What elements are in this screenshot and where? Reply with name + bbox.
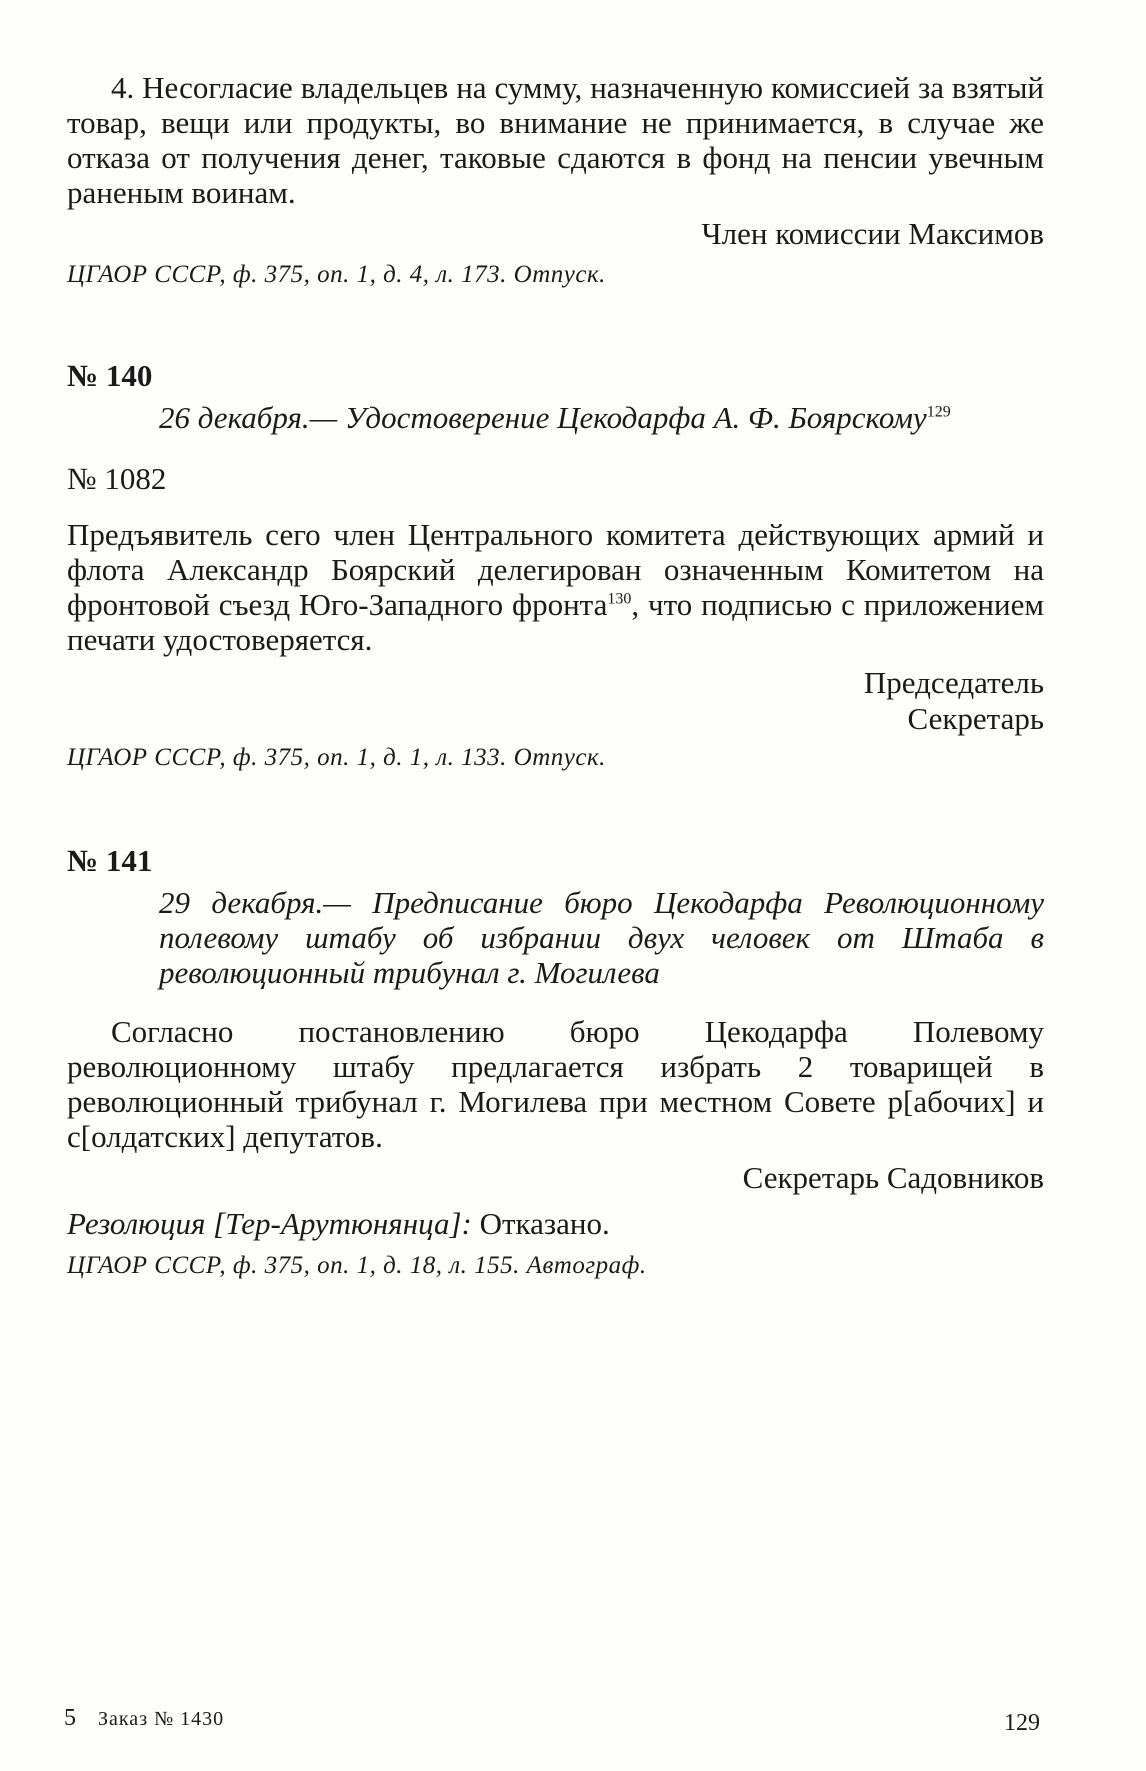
body-text: Предъявитель сего член Центрального комитета действующих армий и флота Александр Боярский делегирован означенным Комитетом на фронтовой съезд Юго-Западного фронта — [67, 517, 1044, 622]
signature-mark: 5 — [64, 1705, 76, 1731]
title-text: 26 декабря.— Удостоверение Цекодарфа А. Ф. Боярскому — [159, 400, 927, 435]
registration-number: № 1082 — [67, 461, 167, 496]
archive-source: ЦГАОР СССР, ф. 375, оп. 1, д. 1, л. 133. Отпуск. — [67, 744, 606, 771]
document-title-141: 29 декабря.— Предписание бюро Цекодарфа Революционному полевому штабу об избрании двух человек от Штаба в революционный трибунал г. Могилева — [159, 885, 1044, 990]
signature-maksimov: Член комиссии Максимов — [701, 216, 1044, 251]
order-number: Заказ № 1430 — [98, 1708, 225, 1730]
signature-secretary: Секретарь — [907, 701, 1044, 736]
archive-source: ЦГАОР СССР, ф. 375, оп. 1, д. 4, л. 173. Отпуск. — [67, 261, 606, 288]
page-number: 129 — [1004, 1710, 1040, 1736]
resolution-text: Отказано. — [479, 1206, 610, 1241]
document-body-141: Согласно постановлению бюро Цекодарфа Полевому революционному штабу предлагается избрать 2 товарищей в революционный трибунал г. Могилева при местном Совете р[абочих] и с[олдатских] депутатов. — [67, 1014, 1044, 1154]
signature-chairman: Председатель — [863, 665, 1044, 700]
resolution — [67, 1206, 1044, 1241]
document-number-140: № 140 — [67, 358, 153, 393]
footer-print-info — [64, 1705, 224, 1732]
paragraph-4: 4. Несогласие владельцев на сумму, назначенную комиссией за взятый товар, вещи или продукты, во внимание не принимается, в случае же отказа от получения денег, таковые сдаются в фонд на пенсии увечным раненым воинам. — [67, 70, 1044, 210]
footnote-ref: 130 — [607, 590, 632, 608]
signature-sadovnikov: Секретарь Садовников — [742, 1160, 1044, 1195]
document-number-141: № 141 — [67, 843, 153, 878]
archive-source: ЦГАОР СССР, ф. 375, оп. 1, д. 18, л. 155. Автограф. — [67, 1252, 647, 1279]
resolution-label: Резолюция [Тер-Арутюнянца]: — [67, 1206, 472, 1241]
document-body-140 — [67, 517, 1044, 657]
page-content — [67, 70, 1044, 1281]
footnote-ref: 129 — [926, 403, 951, 421]
body-text-end: , что подписью с приложением печати удостоверяется. — [67, 587, 1044, 657]
document-title-140 — [67, 400, 1044, 435]
